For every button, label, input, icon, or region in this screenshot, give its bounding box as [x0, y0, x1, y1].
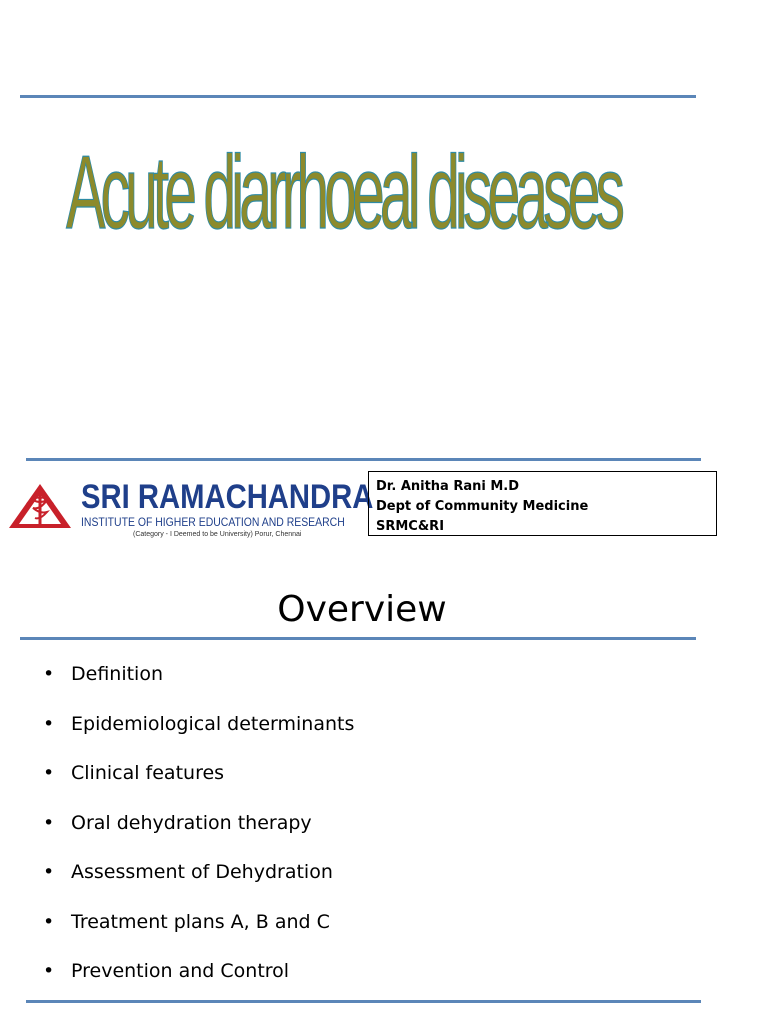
bullet-icon: • — [43, 861, 55, 883]
slide-title: Acute diarrhoeal diseases — [66, 135, 620, 251]
logo-subtitle: INSTITUTE OF HIGHER EDUCATION AND RESEARCH — [81, 515, 345, 529]
institution-logo — [7, 478, 374, 544]
logo-name: SRI RAMACHANDRA — [81, 478, 374, 516]
caduceus-emblem-icon — [7, 482, 73, 530]
overview-bottom-divider — [26, 1000, 701, 1003]
bottom-divider — [26, 458, 701, 461]
overview-title: Overview — [277, 589, 447, 630]
author-box — [368, 471, 717, 536]
overview-divider — [20, 637, 696, 640]
author-department: Dept of Community Medicine — [376, 499, 589, 514]
author-name: Dr. Anitha Rani M.D — [376, 479, 520, 494]
bullet-icon: • — [43, 960, 55, 982]
bullet-icon: • — [43, 712, 55, 735]
logo-note: (Category - I Deemed to be University) Porur, Chennai — [133, 531, 302, 538]
author-institution: SRMC&RI — [376, 519, 445, 534]
bullet-icon: • — [43, 910, 55, 933]
bullet-icon: • — [43, 663, 55, 685]
top-divider — [20, 95, 696, 98]
bullet-icon: • — [43, 762, 55, 784]
bullet-icon: • — [43, 811, 55, 834]
